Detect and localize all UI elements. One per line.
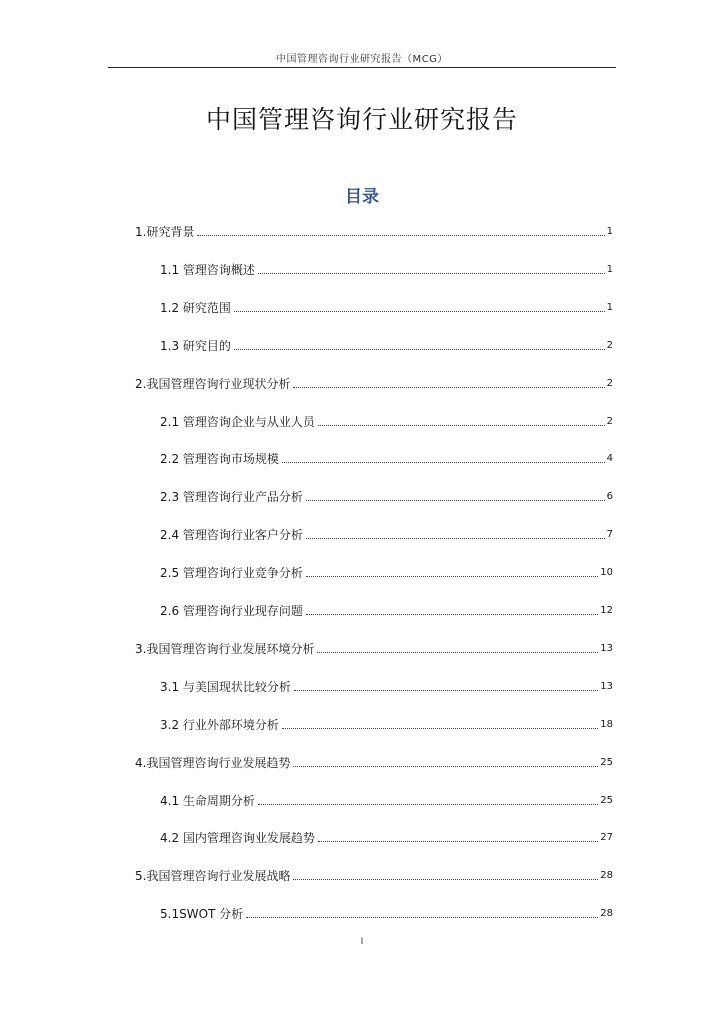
toc-entry-label: 2.6 管理咨询行业现存问题 xyxy=(160,604,303,618)
toc-entry-page-number: 10 xyxy=(600,567,613,578)
toc-dot-leader xyxy=(258,273,605,274)
toc-dot-leader xyxy=(294,690,598,691)
toc-entry-page-number: 2 xyxy=(606,340,613,351)
toc-dot-leader xyxy=(306,576,598,577)
toc-entry-label: 2.我国管理咨询行业现状分析 xyxy=(135,377,291,391)
toc-dot-leader xyxy=(306,614,598,615)
toc-dot-leader xyxy=(282,728,598,729)
toc-entry-page-number: 2 xyxy=(606,416,613,427)
toc-entry-page-number: 4 xyxy=(606,453,613,464)
toc-entry-section[interactable] xyxy=(160,414,613,430)
toc-entry-label: 1.2 研究范围 xyxy=(160,301,231,315)
toc-dot-leader xyxy=(317,652,598,653)
toc-entry-label: 2.3 管理咨询行业产品分析 xyxy=(160,490,303,504)
toc-entry-label: 2.2 管理咨询市场规模 xyxy=(160,452,279,466)
toc-dot-leader xyxy=(293,766,598,767)
toc-entry-section[interactable] xyxy=(160,300,613,316)
toc-entry-label: 1.1 管理咨询概述 xyxy=(160,263,255,277)
toc-dot-leader xyxy=(197,235,604,236)
toc-entry-page-number: 25 xyxy=(600,795,613,806)
toc-dot-leader xyxy=(318,425,605,426)
page-number: I xyxy=(360,937,364,947)
toc-entry-label: 3.1 与美国现状比较分析 xyxy=(160,680,291,694)
toc-entry-page-number: 27 xyxy=(600,832,613,843)
toc-entry-section[interactable] xyxy=(160,679,613,695)
toc-entry-page-number: 18 xyxy=(600,719,613,730)
toc-entry-page-number: 6 xyxy=(606,491,613,502)
toc-entry-label: 4.2 国内管理咨询业发展趋势 xyxy=(160,831,315,845)
toc-entry-page-number: 1 xyxy=(606,302,613,313)
toc-dot-leader xyxy=(258,804,598,805)
toc-entry-chapter[interactable] xyxy=(135,224,613,240)
toc-entry-section[interactable] xyxy=(160,338,613,354)
toc-entry-section[interactable] xyxy=(160,603,613,619)
toc-entry-section[interactable] xyxy=(160,262,613,278)
toc-dot-leader xyxy=(282,462,605,463)
toc-heading: 目录 xyxy=(345,187,379,207)
toc-entry-label: 2.4 管理咨询行业客户分析 xyxy=(160,528,303,542)
toc-entry-page-number: 1 xyxy=(606,226,613,237)
toc-entry-section[interactable] xyxy=(160,830,613,846)
toc-entry-label: 4.我国管理咨询行业发展趋势 xyxy=(135,756,291,770)
toc-dot-leader xyxy=(246,917,598,918)
toc-dot-leader xyxy=(306,500,605,501)
toc-entry-page-number: 13 xyxy=(600,681,613,692)
toc-entry-label: 2.1 管理咨询企业与从业人员 xyxy=(160,415,315,429)
toc-entry-label: 5.我国管理咨询行业发展战略 xyxy=(135,869,291,883)
toc-entry-page-number: 28 xyxy=(600,870,613,881)
toc-entry-page-number: 25 xyxy=(600,757,613,768)
toc-dot-leader xyxy=(318,841,598,842)
toc-entry-section[interactable] xyxy=(160,793,613,809)
toc-entry-label: 1.研究背景 xyxy=(135,225,195,239)
toc-dot-leader xyxy=(293,879,598,880)
toc-entry-section[interactable] xyxy=(160,717,613,733)
toc-entry-chapter[interactable] xyxy=(135,868,613,884)
toc-entry-section[interactable] xyxy=(160,527,613,543)
toc-dot-leader xyxy=(306,538,605,539)
toc-entry-page-number: 1 xyxy=(606,264,613,275)
toc-entry-page-number: 2 xyxy=(606,378,613,389)
toc-dot-leader xyxy=(234,311,605,312)
toc-entry-chapter[interactable] xyxy=(135,755,613,771)
toc-entry-label: 5.1SWOT 分析 xyxy=(160,907,244,921)
toc-entry-label: 4.1 生命周期分析 xyxy=(160,794,255,808)
toc-entry-label: 1.3 研究目的 xyxy=(160,339,231,353)
toc-entry-page-number: 7 xyxy=(606,529,613,540)
toc-dot-leader xyxy=(234,349,605,350)
toc-entry-chapter[interactable] xyxy=(135,376,613,392)
toc-dot-leader xyxy=(293,387,604,388)
toc-entry-label: 2.5 管理咨询行业竞争分析 xyxy=(160,566,303,580)
toc-entry-label: 3.我国管理咨询行业发展环境分析 xyxy=(135,642,315,656)
toc-entry-chapter[interactable] xyxy=(135,641,613,657)
document-title: 中国管理咨询行业研究报告 xyxy=(205,105,518,134)
toc-entry-section[interactable] xyxy=(160,451,613,467)
running-header: 中国管理咨询行业研究报告（MCG） xyxy=(276,54,448,65)
toc-entry-page-number: 12 xyxy=(600,605,613,616)
toc-entry-section[interactable] xyxy=(160,489,613,505)
toc-entry-section[interactable] xyxy=(160,906,613,922)
toc-entry-section[interactable] xyxy=(160,565,613,581)
toc-entry-label: 3.2 行业外部环境分析 xyxy=(160,718,279,732)
toc-entry-page-number: 28 xyxy=(600,908,613,919)
toc-entry-page-number: 13 xyxy=(600,643,613,654)
